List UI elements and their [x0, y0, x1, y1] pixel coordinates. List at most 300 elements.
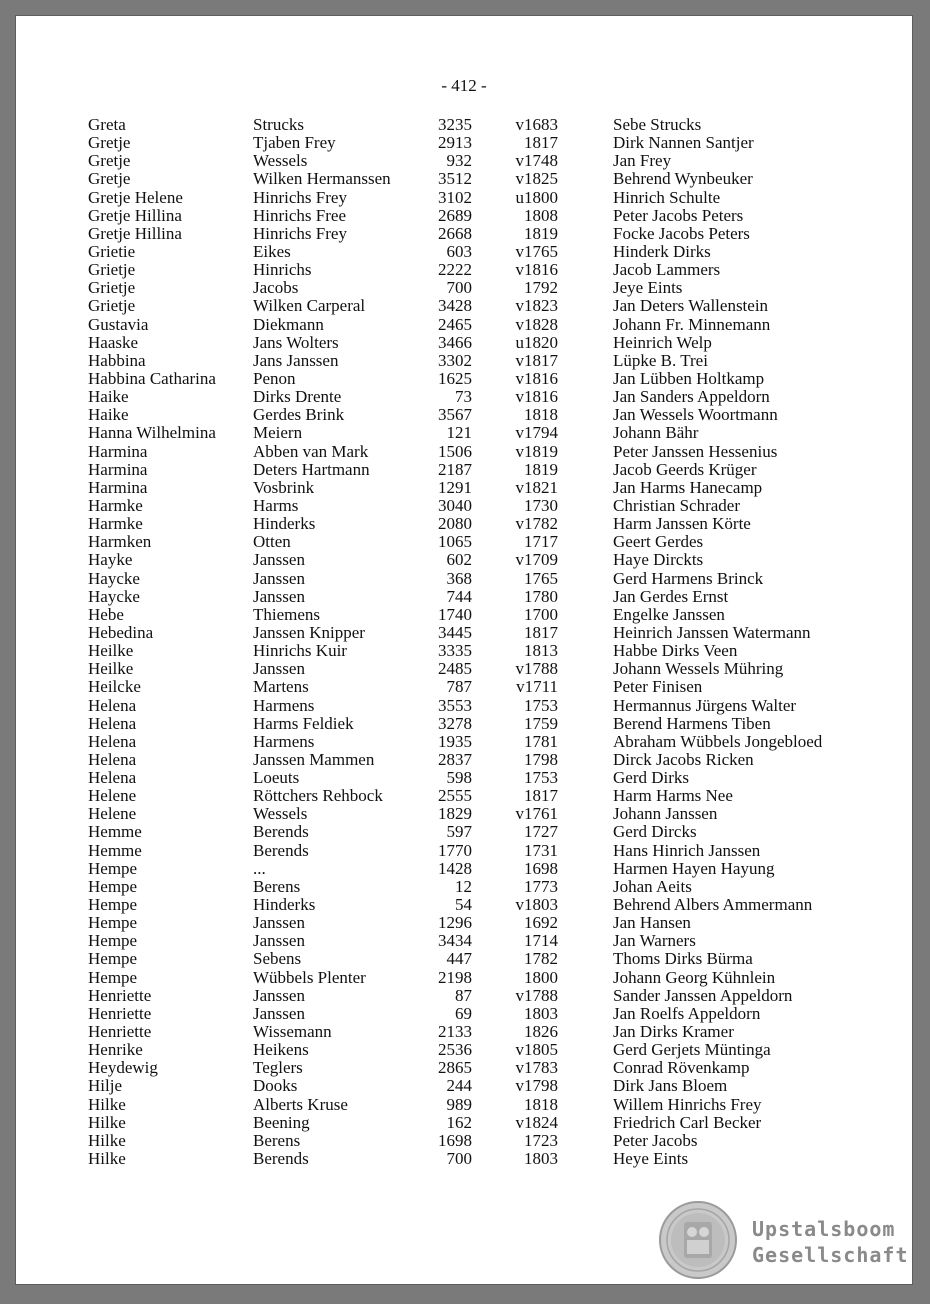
year: 1773: [524, 876, 558, 896]
surname: Wilken Hermanssen: [253, 169, 391, 189]
table-row: [16, 787, 912, 805]
year: v1782: [515, 514, 558, 534]
given-name: Helena: [88, 713, 137, 733]
record-number: 121: [446, 423, 472, 443]
surname: Hinrichs Frey: [253, 187, 347, 207]
given-name: Helene: [88, 786, 137, 806]
spouse-name: Hinrich Schulte: [613, 187, 721, 207]
table-row: [16, 823, 912, 841]
table-row: [16, 515, 912, 533]
year: 1818: [524, 405, 558, 425]
given-name: Heydewig: [88, 1058, 158, 1078]
record-number: 2865: [438, 1058, 472, 1078]
table-row: [16, 1041, 912, 1059]
surname: Tjaben Frey: [253, 133, 336, 153]
year: v1819: [515, 441, 558, 461]
table-row: [16, 1023, 912, 1041]
surname: Janssen: [253, 586, 305, 606]
surname: Jans Wolters: [253, 332, 339, 352]
spouse-name: Heye Eints: [613, 1149, 689, 1169]
given-name: Hempe: [88, 876, 138, 896]
spouse-name: Peter Jacobs Peters: [613, 205, 744, 225]
given-name: Helena: [88, 749, 137, 769]
record-number: 3445: [438, 622, 472, 642]
table-row: [16, 932, 912, 950]
year: 1723: [524, 1130, 558, 1150]
year: 1817: [524, 622, 558, 642]
table-row: [16, 969, 912, 987]
given-name: Hilke: [88, 1094, 126, 1114]
spouse-name: Jan Frey: [613, 151, 672, 171]
given-name: Harmina: [88, 477, 148, 497]
surname: Beening: [253, 1112, 310, 1132]
table-row: [16, 878, 912, 896]
table-row: [16, 207, 912, 225]
surname: Wessels: [253, 151, 308, 171]
spouse-name: Dirck Jacobs Ricken: [613, 749, 754, 769]
spouse-name: Dirk Jans Bloem: [613, 1076, 728, 1096]
year: u1800: [515, 187, 558, 207]
table-row: [16, 570, 912, 588]
year: v1709: [515, 550, 558, 570]
table-row: [16, 352, 912, 370]
surname: Berends: [253, 822, 309, 842]
surname: Strucks: [253, 115, 304, 134]
given-name: Henriette: [88, 1022, 152, 1042]
record-number: 2465: [438, 314, 472, 334]
surname: Penon: [253, 368, 296, 388]
spouse-name: Jan Warners: [613, 931, 696, 951]
table-row: [16, 950, 912, 968]
given-name: Gretje: [88, 169, 131, 189]
surname: Harmens: [253, 695, 315, 715]
surname: Alberts Kruse: [253, 1094, 348, 1114]
table-row: [16, 642, 912, 660]
table-row: [16, 606, 912, 624]
surname: Wessels: [253, 804, 308, 824]
record-number: 2222: [438, 260, 472, 280]
table-row: [16, 624, 912, 642]
surname: Hinrichs: [253, 260, 312, 280]
surname: Jans Janssen: [253, 350, 339, 370]
given-name: Henrike: [88, 1040, 143, 1060]
society-name-line2: Gesellschaft: [752, 1243, 909, 1267]
spouse-name: Heinrich Welp: [613, 332, 712, 352]
year: v1816: [515, 368, 558, 388]
table-row: [16, 805, 912, 823]
spouse-name: Focke Jacobs Peters: [613, 223, 750, 243]
record-number: 3466: [438, 332, 472, 352]
year: 1765: [524, 568, 558, 588]
record-number: 3335: [438, 641, 472, 661]
table-row: [16, 751, 912, 769]
spouse-name: Jan Wessels Woortmann: [613, 405, 778, 425]
table-row: [16, 533, 912, 551]
given-name: Greta: [88, 115, 126, 134]
record-number: 244: [446, 1076, 472, 1096]
year: v1711: [516, 677, 558, 697]
year: 1803: [524, 1003, 558, 1023]
table-row: [16, 225, 912, 243]
year: 1818: [524, 1094, 558, 1114]
spouse-name: Jan Dirks Kramer: [613, 1022, 734, 1042]
given-name: Harmke: [88, 514, 143, 534]
year: 1817: [524, 133, 558, 153]
spouse-name: Harm Harms Nee: [613, 786, 733, 806]
given-name: Grietje: [88, 278, 136, 298]
given-name: Henriette: [88, 985, 152, 1005]
given-name: Hempe: [88, 858, 138, 878]
record-number: 700: [446, 278, 472, 298]
given-name: Gretje: [88, 133, 131, 153]
spouse-name: Geert Gerdes: [613, 532, 704, 552]
record-number: 54: [455, 895, 472, 915]
given-name: Hilke: [88, 1149, 126, 1169]
year: 1819: [524, 459, 558, 479]
given-name: Hempe: [88, 895, 138, 915]
given-name: Hempe: [88, 931, 138, 951]
surname: Berens: [253, 876, 301, 896]
year: u1820: [515, 332, 558, 352]
spouse-name: Gerd Harmens Brinck: [613, 568, 764, 588]
surname: Abben van Mark: [253, 441, 369, 461]
record-number: 597: [446, 822, 472, 842]
spouse-name: Lüpke B. Trei: [613, 350, 708, 370]
record-number: 69: [455, 1003, 472, 1023]
given-name: Hanna Wilhelmina: [88, 423, 216, 443]
spouse-name: Gerd Gerjets Müntinga: [613, 1040, 771, 1060]
spouse-name: Friedrich Carl Becker: [613, 1112, 762, 1132]
year: 1819: [524, 223, 558, 243]
table-row: [16, 1132, 912, 1150]
given-name: Harmke: [88, 495, 143, 515]
year: v1748: [515, 151, 558, 171]
spouse-name: Behrend Wynbeuker: [613, 169, 753, 189]
given-name: Gustavia: [88, 314, 149, 334]
year: 1781: [524, 731, 558, 751]
record-number: 1291: [438, 477, 472, 497]
year: v1788: [515, 659, 558, 679]
record-number: 2133: [438, 1022, 472, 1042]
surname: Wübbels Plenter: [253, 967, 366, 987]
surname: Janssen: [253, 985, 305, 1005]
surname: Janssen Mammen: [253, 749, 375, 769]
year: v1828: [515, 314, 558, 334]
spouse-name: Jan Sanders Appeldorn: [613, 387, 770, 407]
year: 1759: [524, 713, 558, 733]
record-number: 3428: [438, 296, 472, 316]
table-row: [16, 189, 912, 207]
table-row: [16, 1114, 912, 1132]
table-row: [16, 116, 912, 134]
record-number: 1296: [438, 913, 472, 933]
surname: Dirks Drente: [253, 387, 342, 407]
surname: Hinrichs Frey: [253, 223, 347, 243]
spouse-name: Johann Georg Kühnlein: [613, 967, 776, 987]
table-row: [16, 896, 912, 914]
record-number: 447: [446, 949, 472, 969]
surname: Wilken Carperal: [253, 296, 366, 316]
table-row: [16, 715, 912, 733]
given-name: Gretje Hillina: [88, 205, 182, 225]
given-name: Heilke: [88, 659, 134, 679]
spouse-name: Conrad Rövenkamp: [613, 1058, 750, 1078]
year: 1731: [524, 840, 558, 860]
spouse-name: Jan Lübben Holtkamp: [613, 368, 765, 388]
surname: Vosbrink: [253, 477, 315, 497]
surname: Hinderks: [253, 895, 316, 915]
year: 1753: [524, 768, 558, 788]
year: v1817: [515, 350, 558, 370]
record-number: 2187: [438, 459, 472, 479]
given-name: Helene: [88, 804, 137, 824]
given-name: Heilke: [88, 641, 134, 661]
record-number: 2198: [438, 967, 472, 987]
spouse-name: Hans Hinrich Janssen: [613, 840, 761, 860]
year: v1805: [515, 1040, 558, 1060]
spouse-name: Sander Janssen Appeldorn: [613, 985, 793, 1005]
given-name: Hempe: [88, 949, 138, 969]
record-number: 73: [455, 387, 472, 407]
spouse-name: Abraham Wübbels Jongebloed: [613, 731, 823, 751]
year: v1821: [515, 477, 558, 497]
record-number: 602: [446, 550, 472, 570]
record-number: 1935: [438, 731, 472, 751]
surname: Harmens: [253, 731, 315, 751]
surname: Hinrichs Kuir: [253, 641, 347, 661]
given-name: Hayke: [88, 550, 133, 570]
record-number: 2913: [438, 133, 472, 153]
surname: Janssen: [253, 550, 305, 570]
table-row: [16, 1150, 912, 1168]
record-number: 1428: [438, 858, 472, 878]
surname: Harms Feldiek: [253, 713, 354, 733]
spouse-name: Jan Hansen: [613, 913, 691, 933]
table-row: [16, 842, 912, 860]
surname: Janssen Knipper: [253, 622, 365, 642]
given-name: Gretje: [88, 151, 131, 171]
given-name: Haycke: [88, 568, 140, 588]
spouse-name: Johann Janssen: [613, 804, 718, 824]
spouse-name: Jan Deters Wallenstein: [613, 296, 769, 316]
year: 1803: [524, 1149, 558, 1169]
table-row: [16, 443, 912, 461]
record-number: 3434: [438, 931, 472, 951]
table-row: [16, 1096, 912, 1114]
record-number: 3235: [438, 115, 472, 134]
spouse-name: Jan Harms Hanecamp: [613, 477, 763, 497]
surname: Berends: [253, 840, 309, 860]
given-name: Grietje: [88, 296, 136, 316]
spouse-name: Gerd Dirks: [613, 768, 690, 788]
surname: Janssen: [253, 913, 305, 933]
record-number: 1829: [438, 804, 472, 824]
year: v1798: [515, 1076, 558, 1096]
given-name: Hemme: [88, 840, 142, 860]
year: v1816: [515, 387, 558, 407]
surname: Janssen: [253, 931, 305, 951]
spouse-name: Jeye Eints: [613, 278, 683, 298]
record-number: 787: [446, 677, 472, 697]
given-name: Gretje Helene: [88, 187, 183, 207]
surname: Sebens: [253, 949, 302, 969]
spouse-name: Peter Finisen: [613, 677, 703, 697]
document-page: [16, 16, 912, 1284]
year: 1753: [524, 695, 558, 715]
given-name: Hebe: [88, 604, 124, 624]
table-row: [16, 170, 912, 188]
spouse-name: Thoms Dirks Bürma: [613, 949, 753, 969]
table-row: [16, 424, 912, 442]
record-number: 12: [455, 876, 472, 896]
surname: Otten: [253, 532, 291, 552]
given-name: Grietie: [88, 241, 136, 261]
year: 1717: [524, 532, 558, 552]
record-number: 2668: [438, 223, 472, 243]
table-row: [16, 370, 912, 388]
given-name: Helena: [88, 731, 137, 751]
year: v1765: [515, 241, 558, 261]
surname: Röttchers Rehbock: [253, 786, 383, 806]
table-row: [16, 279, 912, 297]
given-name: Haaske: [88, 332, 139, 352]
year: 1780: [524, 586, 558, 606]
register-entries: [16, 116, 912, 1168]
surname: Berens: [253, 1130, 301, 1150]
spouse-name: Johan Aeits: [613, 876, 692, 896]
record-number: 2536: [438, 1040, 472, 1060]
table-row: [16, 588, 912, 606]
given-name: Grietje: [88, 260, 136, 280]
surname: Teglers: [253, 1058, 303, 1078]
record-number: 3553: [438, 695, 472, 715]
year: v1803: [515, 895, 558, 915]
upstalsboom-seal-icon: [658, 1200, 738, 1280]
year: v1823: [515, 296, 558, 316]
record-number: 2689: [438, 205, 472, 225]
spouse-name: Jacob Geerds Krüger: [613, 459, 757, 479]
spouse-name: Engelke Janssen: [613, 604, 725, 624]
society-name-line1: Upstalsboom: [752, 1217, 896, 1241]
surname: ...: [253, 858, 266, 878]
spouse-name: Gerd Dircks: [613, 822, 697, 842]
year: v1816: [515, 260, 558, 280]
spouse-name: Harmen Hayen Hayung: [613, 858, 775, 878]
table-row: [16, 243, 912, 261]
surname: Loeuts: [253, 768, 300, 788]
spouse-name: Peter Janssen Hessenius: [613, 441, 778, 461]
table-row: [16, 914, 912, 932]
year: 1782: [524, 949, 558, 969]
year: 1817: [524, 786, 558, 806]
year: 1698: [524, 858, 558, 878]
surname: Janssen: [253, 659, 305, 679]
table-row: [16, 678, 912, 696]
year: v1683: [515, 115, 558, 134]
spouse-name: Berend Harmens Tiben: [613, 713, 771, 733]
record-number: 1740: [438, 604, 472, 624]
year: 1813: [524, 641, 558, 661]
record-number: 2555: [438, 786, 472, 806]
spouse-name: Habbe Dirks Veen: [613, 641, 738, 661]
page-number: - 412 -: [441, 76, 487, 95]
year: 1692: [524, 913, 558, 933]
surname: Meiern: [253, 423, 303, 443]
surname: Hinderks: [253, 514, 316, 534]
table-row: [16, 406, 912, 424]
record-number: 2080: [438, 514, 472, 534]
spouse-name: Jan Roelfs Appeldorn: [613, 1003, 761, 1023]
surname: Heikens: [253, 1040, 309, 1060]
record-number: 744: [446, 586, 472, 606]
year: 1792: [524, 278, 558, 298]
spouse-name: Jacob Lammers: [613, 260, 721, 280]
record-number: 598: [446, 768, 472, 788]
surname: Janssen: [253, 1003, 305, 1023]
record-number: 1506: [438, 441, 472, 461]
year: 1808: [524, 205, 558, 225]
year: 1700: [524, 604, 558, 624]
given-name: Haycke: [88, 586, 140, 606]
record-number: 603: [446, 241, 472, 261]
surname: Wissemann: [253, 1022, 332, 1042]
table-row: [16, 297, 912, 315]
year: 1798: [524, 749, 558, 769]
table-row: [16, 1005, 912, 1023]
given-name: Haike: [88, 405, 129, 425]
given-name: Habbina: [88, 350, 146, 370]
year: v1761: [515, 804, 558, 824]
given-name: Heilcke: [88, 677, 141, 697]
table-row: [16, 388, 912, 406]
record-number: 700: [446, 1149, 472, 1169]
record-number: 2837: [438, 749, 472, 769]
spouse-name: Christian Schrader: [613, 495, 740, 515]
record-number: 2485: [438, 659, 472, 679]
surname: Hinrichs Free: [253, 205, 347, 225]
table-row: [16, 860, 912, 878]
given-name: Hemme: [88, 822, 142, 842]
table-row: [16, 1077, 912, 1095]
given-name: Habbina Catharina: [88, 368, 216, 388]
year: 1826: [524, 1022, 558, 1042]
given-name: Harmken: [88, 532, 152, 552]
spouse-name: Jan Gerdes Ernst: [613, 586, 729, 606]
given-name: Harmina: [88, 441, 148, 461]
table-row: [16, 152, 912, 170]
given-name: Hilje: [88, 1076, 122, 1096]
surname: Eikes: [253, 241, 291, 261]
spouse-name: Haye Dirckts: [613, 550, 704, 570]
year: 1727: [524, 822, 558, 842]
table-row: [16, 987, 912, 1005]
table-row: [16, 551, 912, 569]
record-number: 3302: [438, 350, 472, 370]
surname: Berends: [253, 1149, 309, 1169]
spouse-name: Hermannus Jürgens Walter: [613, 695, 797, 715]
given-name: Hempe: [88, 967, 138, 987]
surname: Dooks: [253, 1076, 298, 1096]
record-number: 1770: [438, 840, 472, 860]
table-row: [16, 461, 912, 479]
year: v1794: [515, 423, 558, 443]
surname: Jacobs: [253, 278, 299, 298]
record-number: 1065: [438, 532, 472, 552]
given-name: Helena: [88, 695, 137, 715]
record-number: 3567: [438, 405, 472, 425]
spouse-name: Harm Janssen Körte: [613, 514, 751, 534]
spouse-name: Peter Jacobs: [613, 1130, 698, 1150]
